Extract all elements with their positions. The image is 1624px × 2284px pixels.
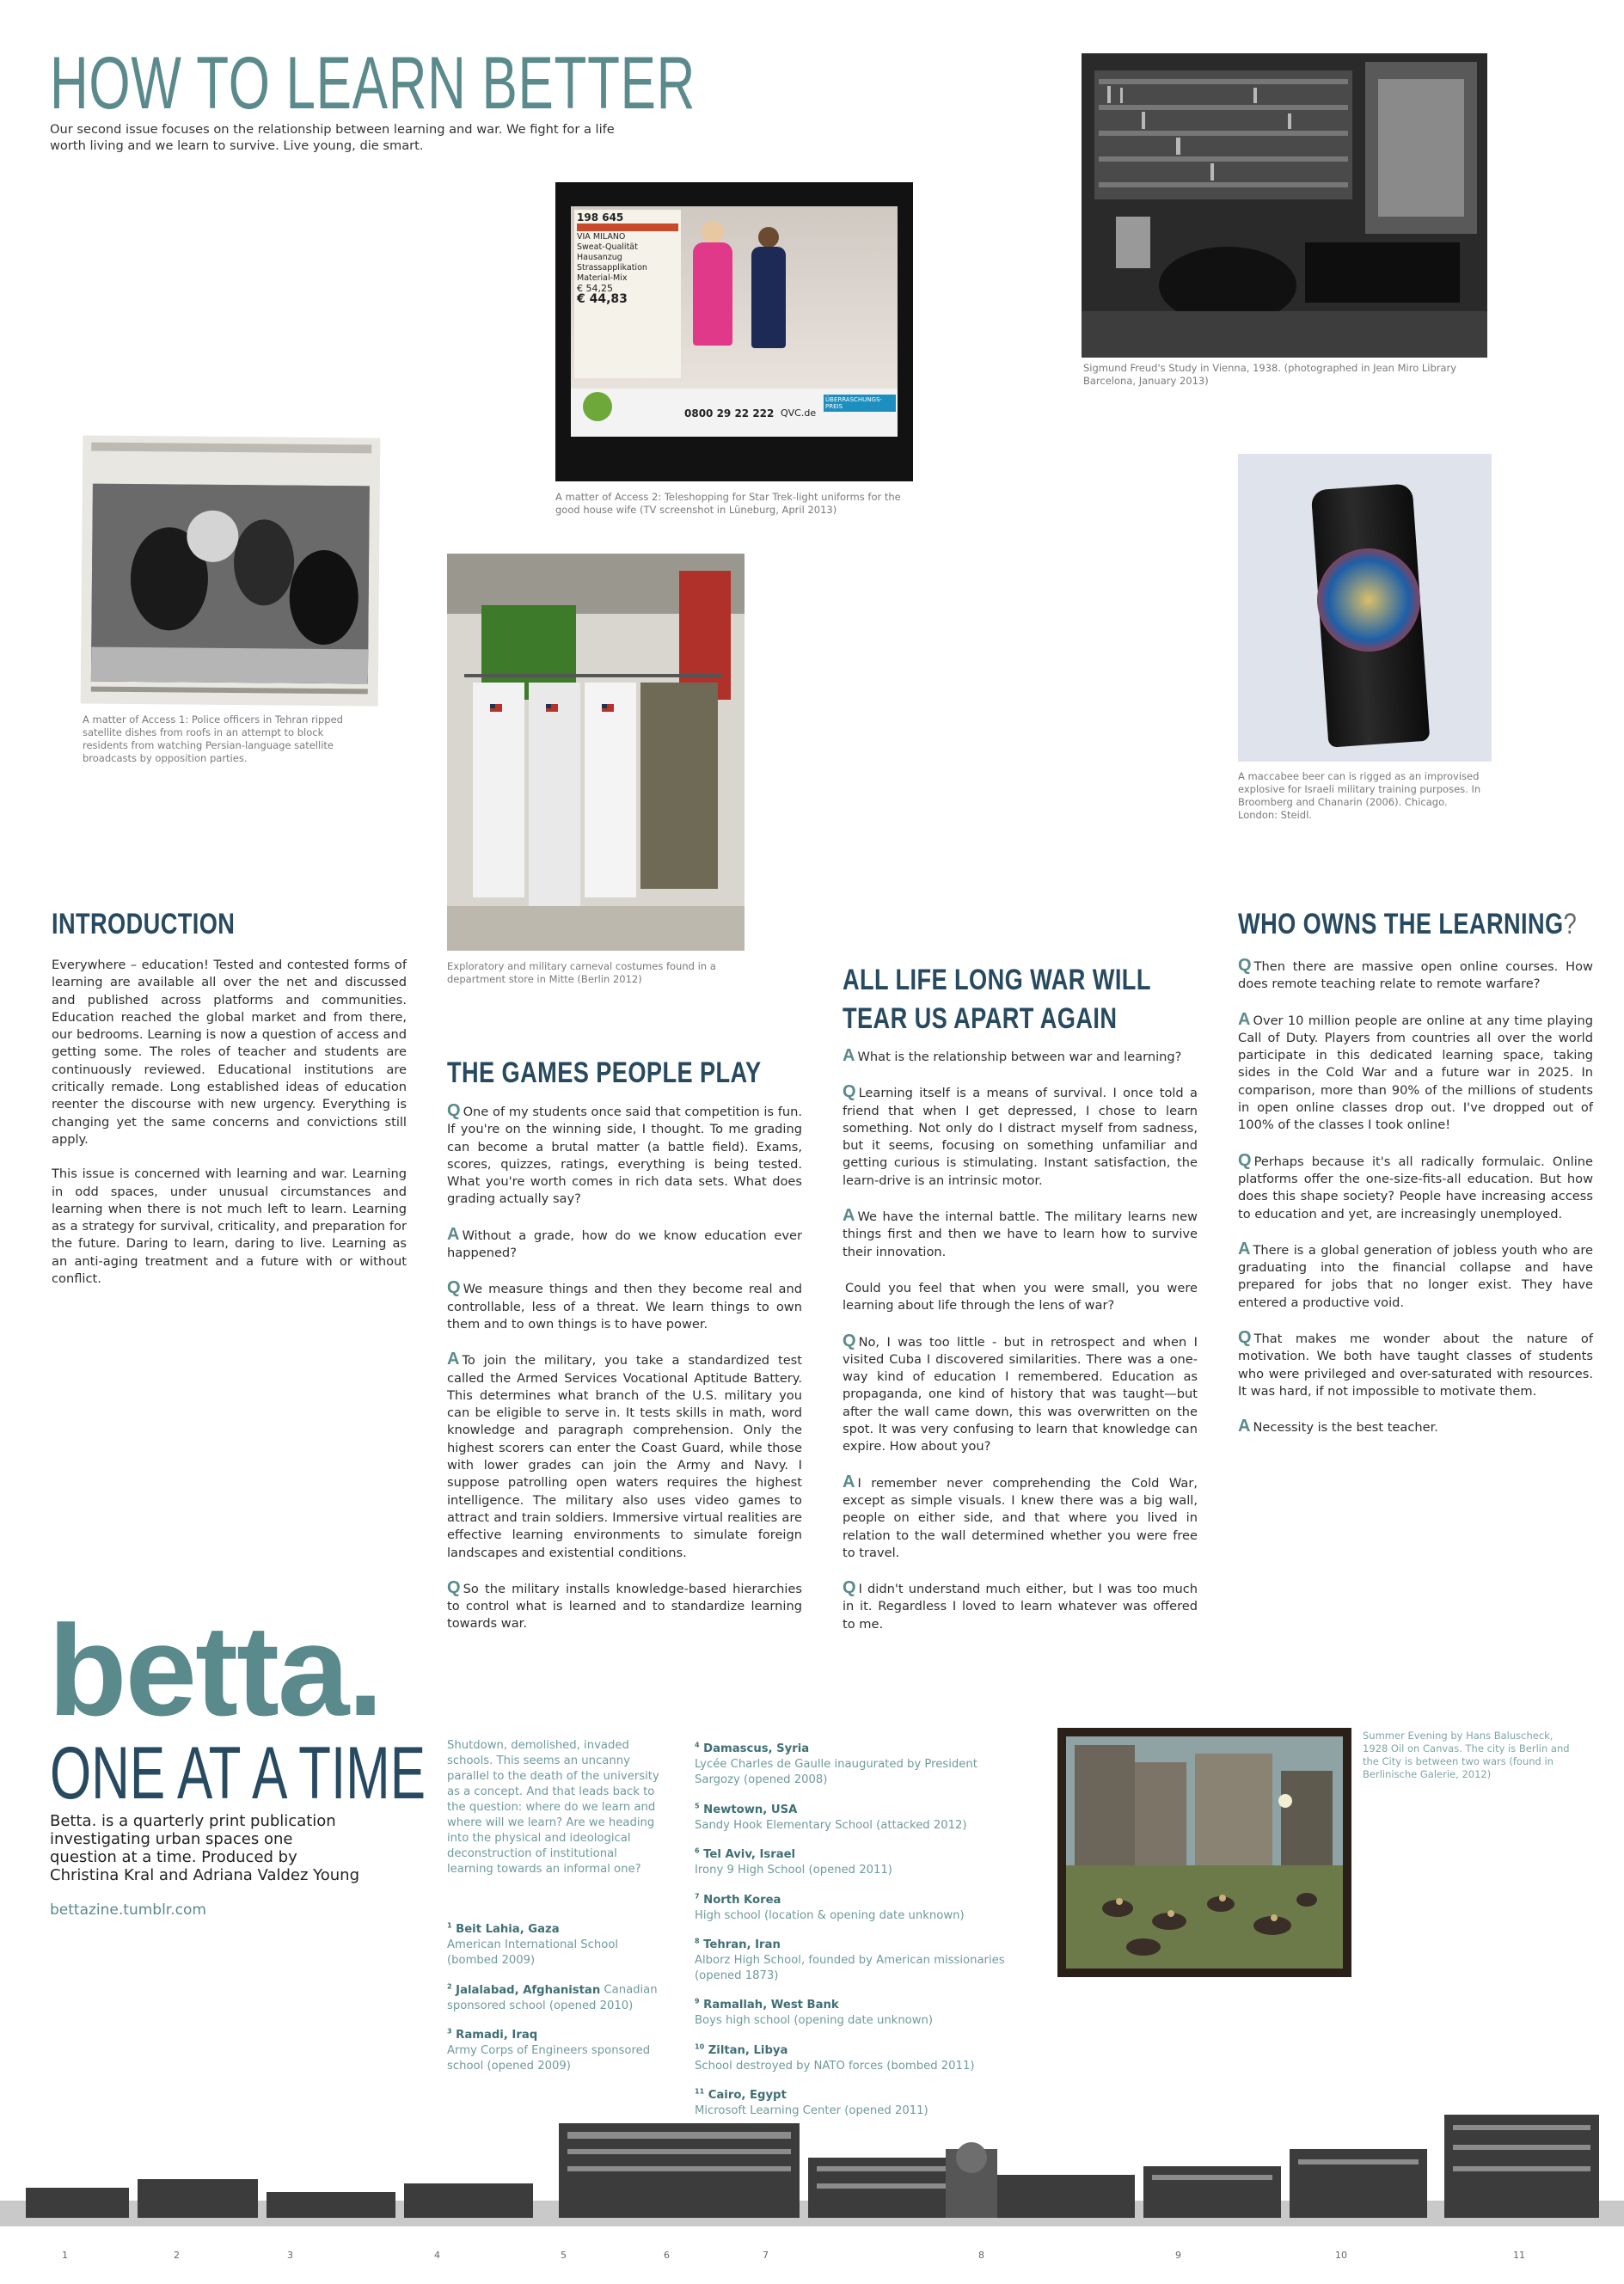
owns-heading-text: WHO OWNS THE LEARNING [1238,908,1564,940]
school-num: 10 [695,2042,705,2051]
school-entry [695,1798,1013,1833]
owns-item [1238,1011,1593,1135]
school-entry [447,1919,662,1969]
tv-line-1: 198 645 [577,211,624,224]
games-item-mark: A [447,1350,460,1369]
school-desc: High school (location & opening date unknown) [695,1908,965,1922]
school-desc: School destroyed by NATO forces (bombed 2011) [695,2059,975,2073]
lifelong-item-mark: Q [843,1082,856,1102]
school-place: Jalalabad, Afghanistan [456,1983,601,1997]
games-item [447,1102,802,1209]
teleshopping-tv-photo [555,182,913,481]
owns-item-text: That makes me wonder about the nature of motivation. We both have taught classes of students who were privileged and over-saturated with resources. It was hard, if not impossible to motivate them. [1238,1332,1593,1399]
costumes-photo [447,554,745,951]
lifelong-item [843,1332,1198,1456]
tehran-caption: A matter of Access 1: Police officers in Tehran ripped satellite dishes from roofs in an attempt to block residents from watching Persian-language satellite broadcasts by opposition parties. [83,713,343,764]
school-desc: Microsoft Learning Center (opened 2011) [695,2104,928,2118]
games-body [447,1102,802,1650]
lifelong-item-text: We have the internal battle. The military learns new things first and then we have to learn how to survive their innovation. [843,1209,1198,1259]
school-place: North Korea [703,1893,781,1907]
betta-logo: betta. [48,1598,383,1742]
games-item-text: One of my students once said that competition is fun. If you're on the winning side, I thought. To me grading can become a brutal matter (a battle field). Exams, scores, quizzes, ratings, everything is being tested. What you're worth comes in rich data sets. What does grading actually say? [447,1105,802,1207]
owns-item-mark: Q [1238,1150,1252,1170]
school-place: Cairo, Egypt [708,2089,787,2103]
lifelong-item-mark: Q [843,1331,856,1350]
school-num: 7 [695,1892,700,1901]
summer-evening-painting [1057,1728,1351,1977]
school-place: Damascus, Syria [703,1742,810,1756]
games-item [447,1279,802,1333]
school-desc: Alborz High School, founded by American missionaries (opened 1873) [695,1953,1005,1982]
freud-study-photo [1082,53,1487,358]
games-item-text: So the military installs knowledge-based hierarchies to control what is learned and to standardize learning towards war. [447,1581,802,1632]
owns-item-text: Over 10 million people are online at any time playing Call of Duty. Players from countries all over the world participate in this dedicated learning space, taking sides in the Cold War and a future war in 2025. In comparison, more than 90% of the millions of students in open online classes drop out. I've dropped out of 100% of the classes I took online! [1238,1013,1593,1133]
school-place: Newtown, USA [703,1803,798,1816]
school-entry [695,1738,1013,1788]
lifelong-item-text: Could you feel that when you were small, you were learning about life through the lens of war? [843,1280,1198,1313]
shutdown-text: Shutdown, demolished, invaded schools. This seems an uncanny parallel to the death of the university as a concept. And that leads back to the question: where do we learn and where will we learn? Are we heading into the physical and ideological deconstruction of institutional learning towards an informal one? [447,1739,659,1876]
page-title: HOW TO LEARN BETTER [50,42,696,125]
tv-brand: QVC.de [781,407,817,419]
freud-caption: Sigmund Freud's Study in Vienna, 1938. (photographed in Jean Miro Library Barcelona, January 2013) [1083,362,1457,387]
school-place: Ramadi, Iraq [456,2029,538,2042]
footer-number: 6 [664,2250,670,2261]
school-entry [695,2039,1013,2073]
school-num: 3 [447,2027,452,2036]
games-item-mark: Q [447,1101,461,1120]
school-num: 6 [695,1846,700,1855]
school-entry [447,1979,662,2013]
games-item-mark: Q [447,1278,461,1298]
owns-heading [1238,908,1577,941]
owns-item [1238,1152,1593,1223]
school-desc: Army Corps of Engineers sponsored school (opened 2009) [447,2044,651,2073]
lifelong-item-text: I didn't understand much either, but I was too much in it. Regardless I loved to learn whatever was offered to me. [843,1582,1198,1632]
games-heading: THE GAMES PEOPLE PLAY [447,1056,762,1089]
painting-caption: Summer Evening by Hans Baluscheck, 1928 Oil on Canvas. The city is Berlin and the City is between two wars (found in Berlinische Galerie, 2012) [1363,1730,1570,1780]
owns-item [1238,957,1593,994]
footer-number: 1 [62,2250,68,2261]
owns-item-mark: Q [1238,956,1252,975]
lifelong-item [843,1207,1198,1261]
tv-line-3: Sweat-Qualität [577,242,638,252]
lifelong-item-text: No, I was too little - but in retrospect and when I visited Cuba I discovered similarities. There was a one-way kind of education I remembered. Education as propaganda, one kind of history that was taught—but after the wall came down, this was overwritten on the spot. It was very confusing to learn that knowledge can expire. How about you? [843,1334,1198,1454]
games-item [447,1226,802,1263]
school-buildings-skyline [0,2097,1624,2248]
school-num: 4 [695,1742,700,1749]
brand-description: Betta. is a quarterly print publication investigating urban spaces one question at a time. Produced by Christina Kral and Adriana Valdez Young [50,1812,360,1884]
tv-line-2: VIA MILANO [577,232,626,242]
lifelong-heading-line-2: TEAR US APART AGAIN [843,1002,1118,1035]
lifelong-item-text: What is the relationship between war and learning? [857,1050,1182,1064]
owns-item-text: There is a global generation of jobless youth who are graduating into the financial collapse and have prepared for jobs that no longer exist. They have entered a productive void. [1238,1242,1593,1310]
costumes-caption: Exploratory and military carneval costumes found in a department store in Mitte (Berlin 2012) [447,960,716,985]
school-desc: American International School (bombed 2009) [447,1938,619,1968]
lifelong-item-mark: Q [843,1578,856,1598]
lifelong-item-mark: A [843,1046,855,1065]
lifelong-body [843,1047,1198,1650]
lifelong-item-mark: A [843,1206,855,1226]
school-num: 2 [447,1982,452,1991]
school-place: Tehran, Iran [703,1938,781,1951]
owns-item-text: Necessity is the best teacher. [1253,1420,1438,1436]
owns-item-text: Perhaps because it's all radically formulaic. Online platforms offer the one-size-fits-all education. But how does this shape society? People have increasing access to education and yet, are increasingly unemployed. [1238,1154,1593,1222]
introduction-heading: INTRODUCTION [52,908,236,940]
tv-line-4: Hausanzug [577,253,622,262]
owns-item-mark: A [1238,1239,1251,1258]
intro-blurb: Our second issue focuses on the relationship between learning and war. We fight for a life worth living and we learn to survive. Live young, die smart. [50,122,615,153]
footer-number: 11 [1513,2250,1525,2261]
games-item-mark: A [447,1224,460,1244]
owns-item [1238,1240,1593,1312]
lifelong-item [843,1473,1198,1562]
footer-number: 2 [174,2250,180,2261]
tv-price-2: € 44,83 [577,292,628,306]
games-item-text: To join the military, you take a standardized test called the Armed Services Vocational Aptitude Battery. This determines what branch of the U.S. military you can be eligible to serve in. It tests skills in math, word knowledge and paragraph comprehension. Only the highest scorers can enter the Coast Guard, while those with lower grades can join the Army and Navy. I suppose patrolling open waters requires the highest intelligence. The military also uses video games to attract and train soldiers. Immersive virtual realities are effective learning environments to simulate foreign landscapes and existential conditions. [447,1353,802,1560]
lifelong-item-text: Learning itself is a means of survival. I once told a friend that when I get depressed, I chose to learn something. Not only do I distract myself from sadness, but it seems, focusing on something unfamiliar and getting curious is stimulating. Instant satisfaction, the learn-drive is an intrinsic motor. [843,1086,1198,1188]
footer-number: 10 [1335,2250,1347,2261]
brand-url-link[interactable]: bettazine.tumblr.com [50,1901,206,1919]
maccabee-caption: A maccabee beer can is rigged as an improvised explosive for Israeli military training purposes. In Broomberg and Chanarin (2006). Chicago. London: Steidl. [1238,770,1481,821]
school-place: Ramallah, West Bank [703,1999,839,2012]
school-num: 5 [695,1802,700,1810]
footer-number: 7 [763,2250,769,2261]
owns-item [1238,1329,1593,1400]
school-num: 9 [695,1997,700,2005]
introduction-body [52,957,407,1305]
school-desc: Canadian sponsored school (opened 2010) [447,1983,658,2012]
games-item-mark: Q [447,1577,461,1597]
games-item-text: Without a grade, how do we know education ever happened? [447,1228,802,1261]
footer-number: 4 [434,2250,440,2261]
games-item [447,1579,802,1633]
tv-line-5: Strassapplikation [577,263,647,272]
school-place: Beit Lahia, Gaza [456,1923,560,1937]
school-num: 11 [695,2087,705,2096]
lifelong-item [843,1047,1198,1066]
owns-item-mark: A [1238,1417,1251,1436]
school-entry [695,1889,1013,1923]
owns-item-mark: A [1238,1009,1251,1029]
lifelong-heading-line-1: ALL LIFE LONG WAR WILL [843,964,1151,996]
school-entry [695,1844,1013,1878]
school-desc: Boys high school (opening date unknown) [695,2014,934,2028]
school-num: 8 [695,1937,700,1945]
owns-body [1238,957,1593,1454]
introduction-paragraph-2: This issue is concerned with learning and war. Learning in odd spaces, under unusual circumstances and learning when there is not much left to learn. Learning as a strategy for survival, criticality, and preparation for the future. Daring to learn, daring to live. Learning as an anti-aging treatment and a future with or without conflict. [52,1166,407,1287]
schools-list-left [447,1919,662,2085]
tv-line-6: Material-Mix [577,273,628,283]
maccabee-can-photo [1238,454,1492,762]
lifelong-item [843,1083,1198,1190]
tv-phone: 0800 29 22 222 [684,407,775,419]
games-item [447,1350,802,1562]
tehran-newspaper-photo [81,435,381,706]
school-entry [447,2024,662,2074]
tv-badge: ÜBERRASCHUNGS-PREIS [824,395,896,412]
owns-item-mark: Q [1238,1328,1252,1348]
owns-item [1238,1418,1593,1436]
lifelong-item-mark: A [843,1472,855,1491]
footer-number: 5 [561,2250,567,2261]
games-item-text: We measure things and then they become real and controllable, less of a threat. We learn things to own them and to own things is to have power. [447,1282,802,1332]
lifelong-item-text: I remember never comprehending the Cold War, except as simple visuals. I knew there was a big wall, people on either side, and that where you lived in relation to the wall determined whether you were free to travel. [843,1475,1198,1560]
footer-number: 8 [978,2250,984,2261]
introduction-paragraph-1: Everywhere – education! Tested and contested forms of learning are available all over the net and discussed and published across platforms and communities. Education reached the global market and from there, our bedrooms. Learning is now a question of access and getting some. The roles of teacher and students are continuously reviewed. Educational institutions are critically remade. Long established ideas of education reenter the discourse with new urgency. Everything is changing yet the same concerns and convictions still apply. [52,958,407,1147]
lifelong-item [843,1278,1198,1315]
school-entry [695,1934,1013,1984]
teleshopping-caption: A matter of Access 2: Teleshopping for Star Trek-light uniforms for the good house wife (TV screenshot in Lüneburg, April 2013) [555,491,901,516]
school-place: Tel Aviv, Israel [703,1848,796,1862]
lifelong-item [843,1579,1198,1633]
schools-list-right [695,1738,1013,2129]
owns-heading-question: ? [1563,908,1578,940]
tv-price-1: € 54,25 [577,283,613,294]
footer-number: 3 [287,2250,293,2261]
school-entry [695,1994,1013,2029]
owns-item-text: Then there are massive open online courses. How does remote teaching relate to remote warfare? [1238,959,1593,992]
school-num: 1 [447,1922,452,1930]
school-place: Ziltan, Libya [708,2043,788,2057]
school-desc: Sandy Hook Elementary School (attacked 2012) [695,1818,967,1832]
footer-number: 9 [1175,2250,1181,2261]
school-desc: Lycée Charles de Gaulle inaugurated by President Sargozy (opened 2008) [695,1758,977,1787]
school-desc: Irony 9 High School (opened 2011) [695,1864,892,1877]
brand-tagline: ONE AT A TIME [50,1732,426,1815]
